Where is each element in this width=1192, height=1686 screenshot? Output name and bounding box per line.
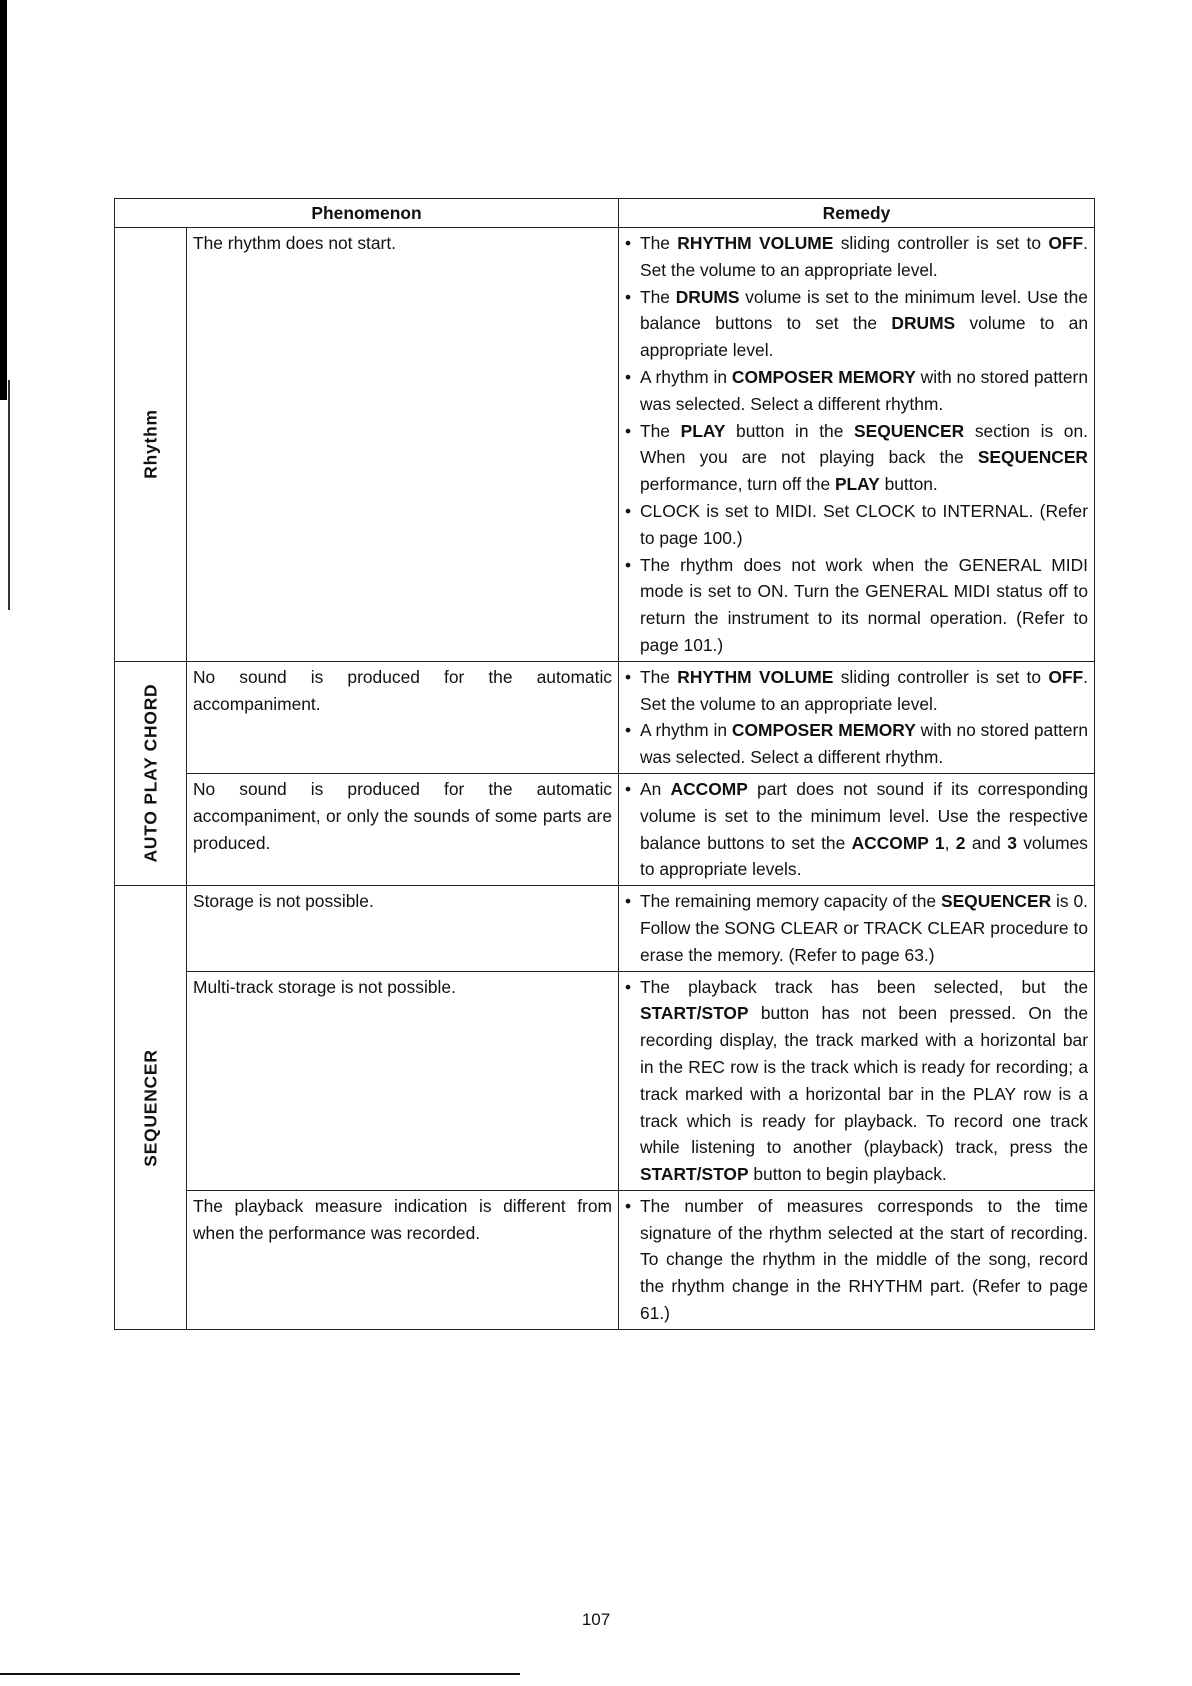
remedy-cell <box>619 228 1095 662</box>
remedy-text: with no stored pattern was selected. Select a different rhythm. <box>640 366 1088 414</box>
remedy-cell <box>619 971 1095 1190</box>
remedy-keyword: SEQUENCER <box>977 447 1088 468</box>
remedy-keyword: DRUMS <box>675 286 740 307</box>
remedy-item <box>625 364 1088 418</box>
remedy-text: button to begin playback. <box>748 1164 947 1185</box>
remedy-item <box>625 230 1088 284</box>
phenomenon-header: Phenomenon <box>115 199 619 228</box>
remedy-text: section is on. When you are not playing back the <box>640 420 1088 468</box>
remedy-text: button in the <box>725 420 855 441</box>
remedy-text: The number of measures corresponds to the time signature of the rhythm selected at the start of recording. To change the rhythm in the middle of the song, record the rhythm change in the RHYTHM part. (Refer to page 61.) <box>640 1195 1088 1324</box>
remedy-text: The playback track has been selected, but the <box>640 976 1088 997</box>
remedy-list <box>625 1193 1088 1327</box>
remedy-keyword: DRUMS <box>891 313 956 334</box>
remedy-cell <box>619 661 1095 773</box>
remedy-keyword: OFF <box>1048 666 1084 687</box>
table-row <box>115 661 1095 773</box>
phenomenon-cell: No sound is produced for the automatic accompaniment, or only the sounds of some parts are produced. <box>187 773 619 885</box>
table-row <box>115 971 1095 1190</box>
remedy-text: . Set the volume to an appropriate level. <box>640 666 1088 714</box>
remedy-keyword: RHYTHM VOLUME <box>677 666 834 687</box>
remedy-item <box>625 888 1088 968</box>
remedy-text: CLOCK is set to MIDI. Set CLOCK to INTERNAL. (Refer to page 100.) <box>640 500 1088 548</box>
binding-edge-line <box>8 380 10 610</box>
section-label: Rhythm <box>140 409 161 480</box>
page-number: 107 <box>581 1610 611 1629</box>
remedy-text: The <box>640 286 676 307</box>
remedy-keyword: RHYTHM VOLUME <box>677 233 834 253</box>
table-row <box>115 886 1095 971</box>
header-row <box>115 199 1095 228</box>
remedy-list <box>625 776 1088 883</box>
remedy-text: The <box>640 233 678 253</box>
table-row <box>115 773 1095 885</box>
remedy-cell <box>619 886 1095 971</box>
remedy-keyword: START/STOP <box>640 1003 749 1024</box>
section-label-cell <box>115 661 187 885</box>
remedy-cell <box>619 1190 1095 1329</box>
remedy-item <box>625 418 1088 498</box>
remedy-item <box>625 717 1088 771</box>
remedy-text: is 0. Follow the SONG CLEAR or TRACK CLEAR procedure to erase the memory. (Refer to page 63.) <box>640 891 1088 965</box>
remedy-item <box>625 776 1088 883</box>
phenomenon-cell: The rhythm does not start. <box>187 228 619 662</box>
remedy-keyword: COMPOSER MEMORY <box>731 366 916 387</box>
remedy-keyword: ACCOMP <box>670 778 748 799</box>
section-label-cell <box>115 228 187 662</box>
remedy-text: The <box>640 420 681 441</box>
section-label: AUTO PLAY CHORD <box>140 684 161 863</box>
remedy-text: The rhythm does not work when the GENERAL MIDI mode is set to ON. Turn the GENERAL MIDI status off to return the instrument to its normal operation. (Refer to page 101.) <box>640 554 1088 655</box>
remedy-item <box>625 552 1088 659</box>
remedy-text: performance, turn off the <box>640 474 835 495</box>
remedy-keyword: SEQUENCER <box>854 420 965 441</box>
section-label-cell <box>115 886 187 1330</box>
remedy-header: Remedy <box>619 199 1095 228</box>
remedy-list <box>625 664 1088 771</box>
remedy-item <box>625 1193 1088 1327</box>
remedy-list <box>625 974 1088 1188</box>
remedy-text: volume is set to the minimum level. Use the balance buttons to set the <box>640 286 1088 334</box>
phenomenon-cell: Multi-track storage is not possible. <box>187 971 619 1190</box>
remedy-list <box>625 888 1088 968</box>
remedy-keyword: PLAY <box>680 420 726 441</box>
remedy-text: part does not sound if its corresponding volume is set to the minimum level. Use the respective balance buttons to set the <box>640 778 1088 853</box>
remedy-keyword: START/STOP <box>640 1164 749 1185</box>
remedy-text: A rhythm in <box>640 720 732 741</box>
remedy-text: An <box>640 778 671 799</box>
footer-rule <box>0 1673 520 1675</box>
remedy-text: with no stored pattern was selected. Select a different rhythm. <box>640 720 1088 768</box>
remedy-item <box>625 284 1088 364</box>
phenomenon-cell: Storage is not possible. <box>187 886 619 971</box>
remedy-text: button. <box>879 474 938 495</box>
binding-edge-bar <box>0 0 7 400</box>
table-body <box>115 228 1095 1330</box>
remedy-text: sliding controller is set to <box>833 666 1049 687</box>
remedy-keyword: 3 <box>1007 832 1017 853</box>
remedy-keyword: 2 <box>955 832 966 853</box>
troubleshooting-table <box>114 198 1095 1330</box>
remedy-keyword: ACCOMP 1 <box>851 832 945 853</box>
remedy-item <box>625 974 1088 1188</box>
remedy-keyword: SEQUENCER <box>940 891 1052 912</box>
phenomenon-cell: The playback measure indication is different from when the performance was recorded. <box>187 1190 619 1329</box>
remedy-text: sliding controller is set to <box>833 233 1049 253</box>
remedy-cell <box>619 773 1095 885</box>
remedy-text: volume to an appropriate level. <box>640 313 1088 361</box>
remedy-text: , <box>944 832 956 853</box>
remedy-keyword: OFF <box>1048 233 1084 253</box>
phenomenon-cell: No sound is produced for the automatic accompaniment. <box>187 661 619 773</box>
remedy-text: button has not been pressed. On the recording display, the track marked with a horizontal bar in the REC row is the track which is ready for recording; a track marked with a horizontal bar in the PLAY row is a track which is ready for playback. To record one track while listening to another (playback) track, press the <box>640 1003 1088 1158</box>
remedy-text: The <box>640 666 678 687</box>
remedy-text: and <box>965 832 1008 853</box>
remedy-text: volumes to appropriate levels. <box>640 832 1088 880</box>
remedy-text: A rhythm in <box>640 366 732 387</box>
remedy-text: . Set the volume to an appropriate level. <box>640 233 1088 280</box>
section-label: SEQUENCER <box>140 1048 161 1167</box>
table-row <box>115 1190 1095 1329</box>
remedy-keyword: PLAY <box>834 474 880 495</box>
remedy-keyword: COMPOSER MEMORY <box>731 720 916 741</box>
table-row <box>115 228 1095 662</box>
remedy-item <box>625 498 1088 552</box>
remedy-list <box>625 230 1088 659</box>
remedy-text: The remaining memory capacity of the <box>640 891 941 912</box>
remedy-item <box>625 664 1088 718</box>
